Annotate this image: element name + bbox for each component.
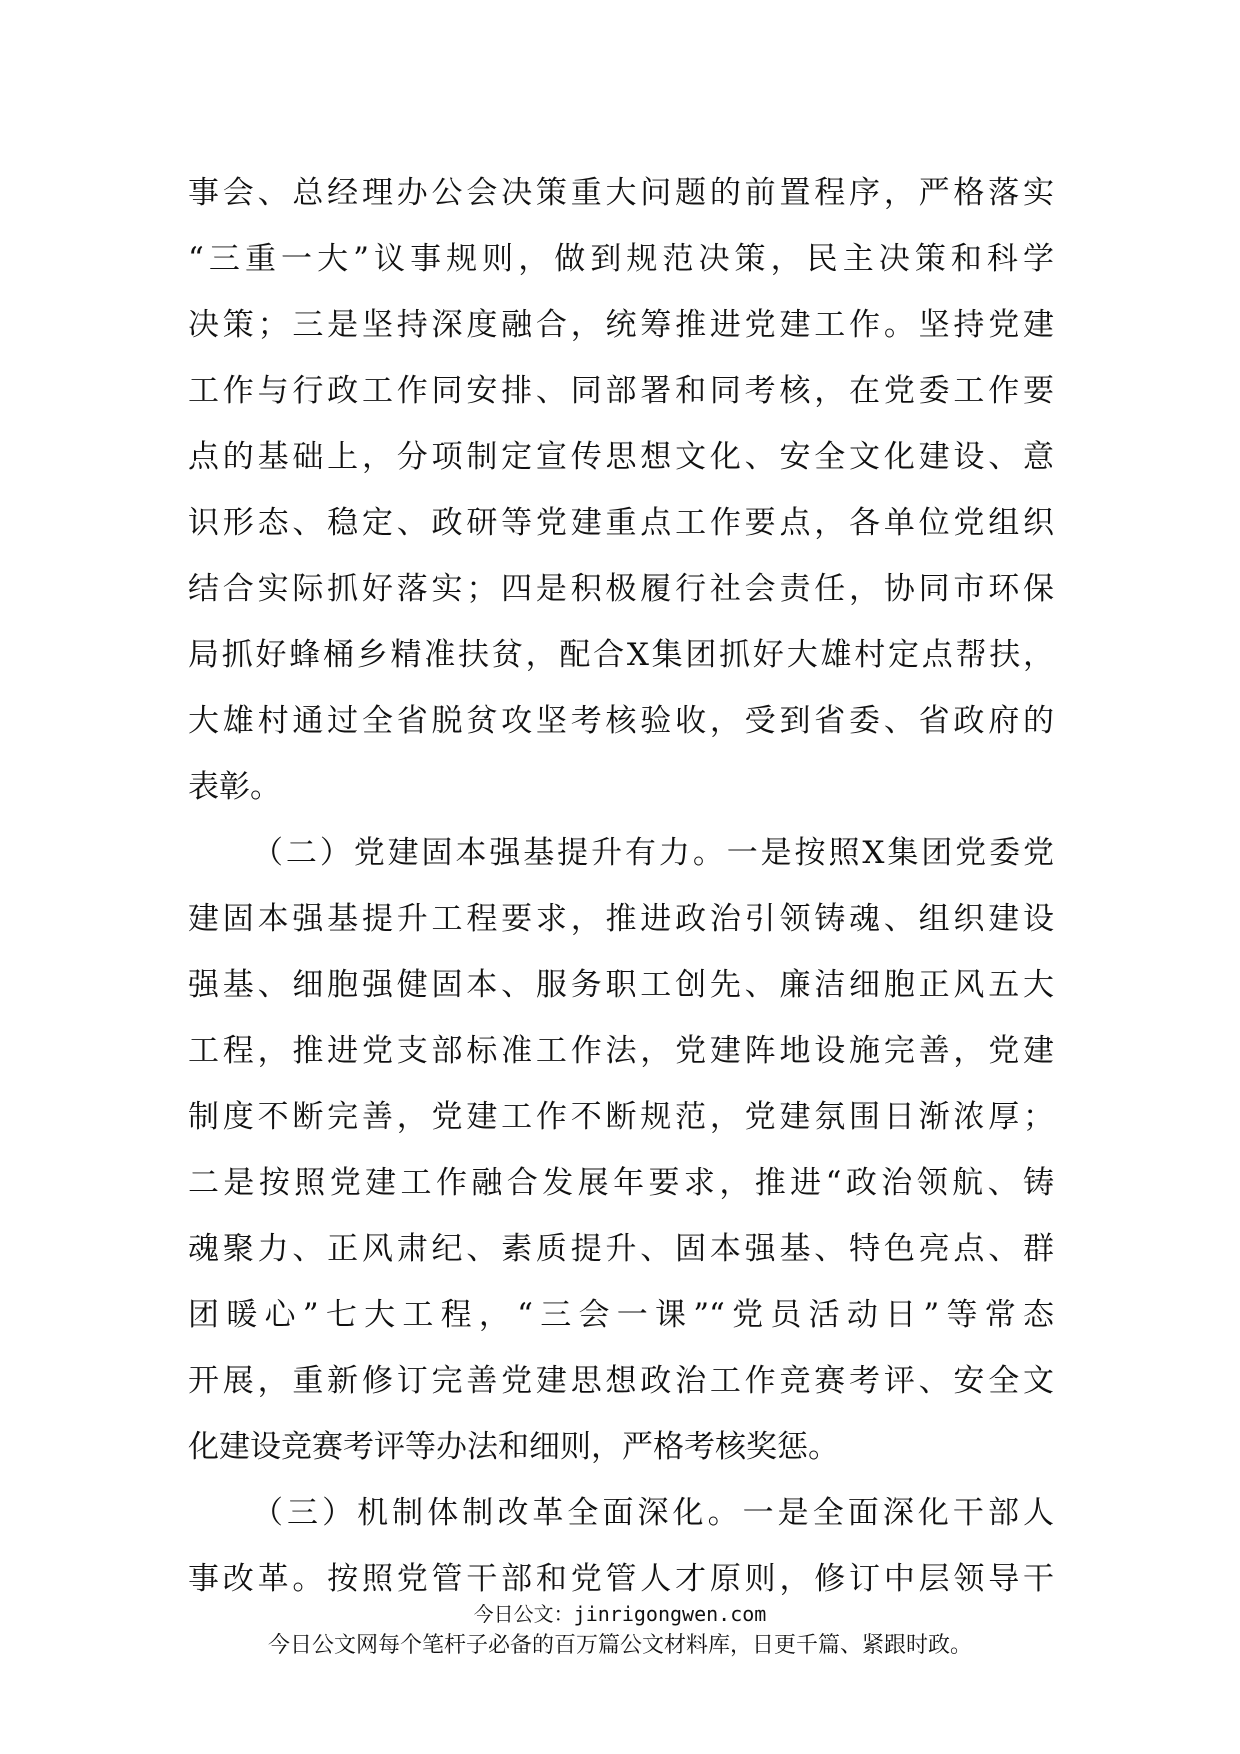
footer-slogan: 今日公文网每个笔杆子必备的百万篇公文材料库，日更千篇、紧跟时政。: [267, 1633, 972, 1658]
text-line: 识形态、稳定、政研等党建重点工作要点，各单位党组织: [188, 505, 1054, 541]
text-line: 建固本强基提升工程要求，推进政治引领铸魂、组织建设: [188, 901, 1054, 937]
text-line: 决策；三是坚持深度融合，统筹推进党建工作。坚持党建: [188, 307, 1054, 343]
text-line: 结合实际抓好落实；四是积极履行社会责任，协同市环保: [188, 571, 1054, 607]
text-line: “三重一大”议事规则，做到规范决策，民主决策和科学: [188, 241, 1054, 277]
section-heading-line: （三）机制体制改革全面深化。一是全面深化干部人: [252, 1495, 1054, 1531]
footer-site-label: 今日公文：: [473, 1602, 574, 1626]
text-line: 表彰。: [188, 769, 281, 805]
text-line: 工程，推进党支部标准工作法，党建阵地设施完善，党建: [188, 1033, 1054, 1069]
text-line: 局抓好蜂桶乡精准扶贫，配合X集团抓好大雄村定点帮扶，: [188, 637, 1054, 673]
text-line: 魂聚力、正风肃纪、素质提升、固本强基、特色亮点、群: [188, 1231, 1054, 1267]
text-line: 事会、总经理办公会决策重大问题的前置程序，严格落实: [188, 175, 1054, 211]
text-line: 二是按照党建工作融合发展年要求，推进“政治领航、铸: [188, 1165, 1054, 1201]
document-body: [188, 160, 1054, 1612]
text-line: 开展，重新修订完善党建思想政治工作竞赛考评、安全文: [188, 1363, 1054, 1399]
text-line: 化建设竞赛考评等办法和细则，严格考核奖惩。: [188, 1429, 839, 1465]
footer-site-url[interactable]: jinrigongwen.com: [573, 1602, 767, 1626]
section-heading-line: （二）党建固本强基提升有力。一是按照X集团党委党: [252, 835, 1054, 871]
text-line: 制度不断完善，党建工作不断规范，党建氛围日渐浓厚；: [188, 1099, 1054, 1135]
text-line: 事改革。按照党管干部和党管人才原则，修订中层领导干: [188, 1561, 1054, 1597]
text-line: 点的基础上，分项制定宣传思想文化、安全文化建设、意: [188, 439, 1054, 475]
footer-site: [0, 1598, 1240, 1627]
text-line: 大雄村通过全省脱贫攻坚考核验收，受到省委、省政府的: [188, 703, 1054, 739]
text-line: 团暖心”七大工程，“三会一课”“党员活动日”等常态: [188, 1297, 1054, 1333]
text-line: 强基、细胞强健固本、服务职工创先、廉洁细胞正风五大: [188, 967, 1054, 1003]
text-line: 工作与行政工作同安排、同部署和同考核，在党委工作要: [188, 373, 1054, 409]
